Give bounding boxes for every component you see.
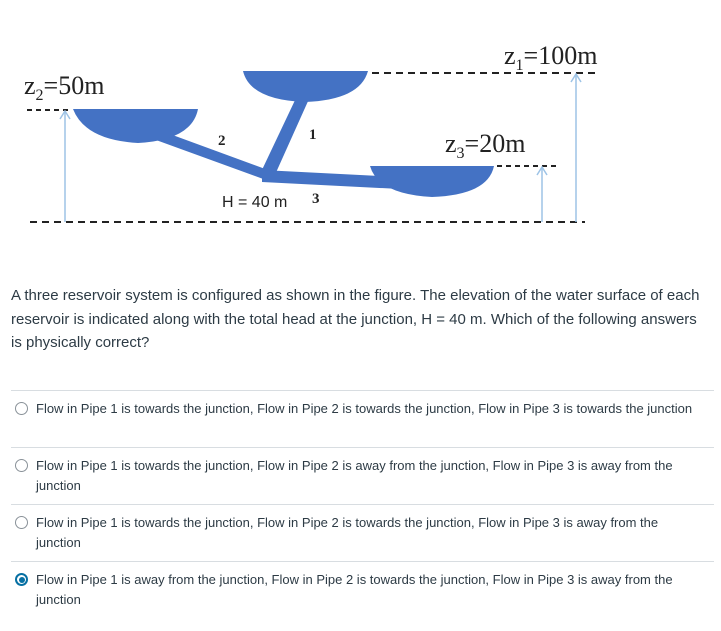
answer-option-4[interactable] — [11, 561, 714, 618]
answer-option-1[interactable] — [11, 390, 714, 447]
pipe-2-label: 2 — [218, 133, 226, 149]
reservoir-figure — [0, 0, 721, 240]
radio-button-3[interactable] — [15, 516, 28, 529]
answer-list — [11, 390, 714, 618]
z1-label: $z_1=100m$ — [504, 41, 598, 74]
question-text: A three reservoir system is configured as shown in the figure. The elevation of the water surface of each reservoir is indicated along with the total head at the junction, H = 40 m. Which of the following answers is physically correct? — [11, 287, 700, 351]
z3-arrow — [537, 167, 547, 222]
pipe-1 — [261, 96, 309, 177]
junction-head-label: H = 40 m — [222, 194, 288, 211]
z1-arrow — [571, 74, 581, 222]
radio-button-1[interactable] — [15, 402, 28, 415]
z2-arrow — [60, 111, 70, 222]
answer-label-4: Flow in Pipe 1 is away from the junction, Flow in Pipe 2 is towards the junction, Flow in Pipe 3 is away from the junction — [36, 572, 673, 607]
reservoir-3 — [370, 166, 494, 197]
answer-label-1: Flow in Pipe 1 is towards the junction, Flow in Pipe 2 is towards the junction, Flow in Pipe 3 is towards the junction — [36, 401, 693, 416]
z3-label: $z_3=20m$ — [445, 129, 526, 162]
reservoir-1 — [243, 71, 368, 102]
pipe-3-label: 3 — [312, 191, 320, 207]
pipe-1-label: 1 — [309, 127, 317, 143]
z2-label: $z_2=50m$ — [24, 71, 105, 104]
radio-button-4[interactable] — [15, 573, 28, 586]
answer-label-3: Flow in Pipe 1 is towards the junction, Flow in Pipe 2 is towards the junction, Flow in Pipe 3 is away from the junction — [36, 515, 659, 550]
radio-button-2[interactable] — [15, 459, 28, 472]
answer-option-3[interactable] — [11, 504, 714, 561]
answer-label-2: Flow in Pipe 1 is towards the junction, Flow in Pipe 2 is away from the junction, Flow in Pipe 3 is away from the junction — [36, 458, 673, 493]
answer-option-2[interactable] — [11, 447, 714, 504]
